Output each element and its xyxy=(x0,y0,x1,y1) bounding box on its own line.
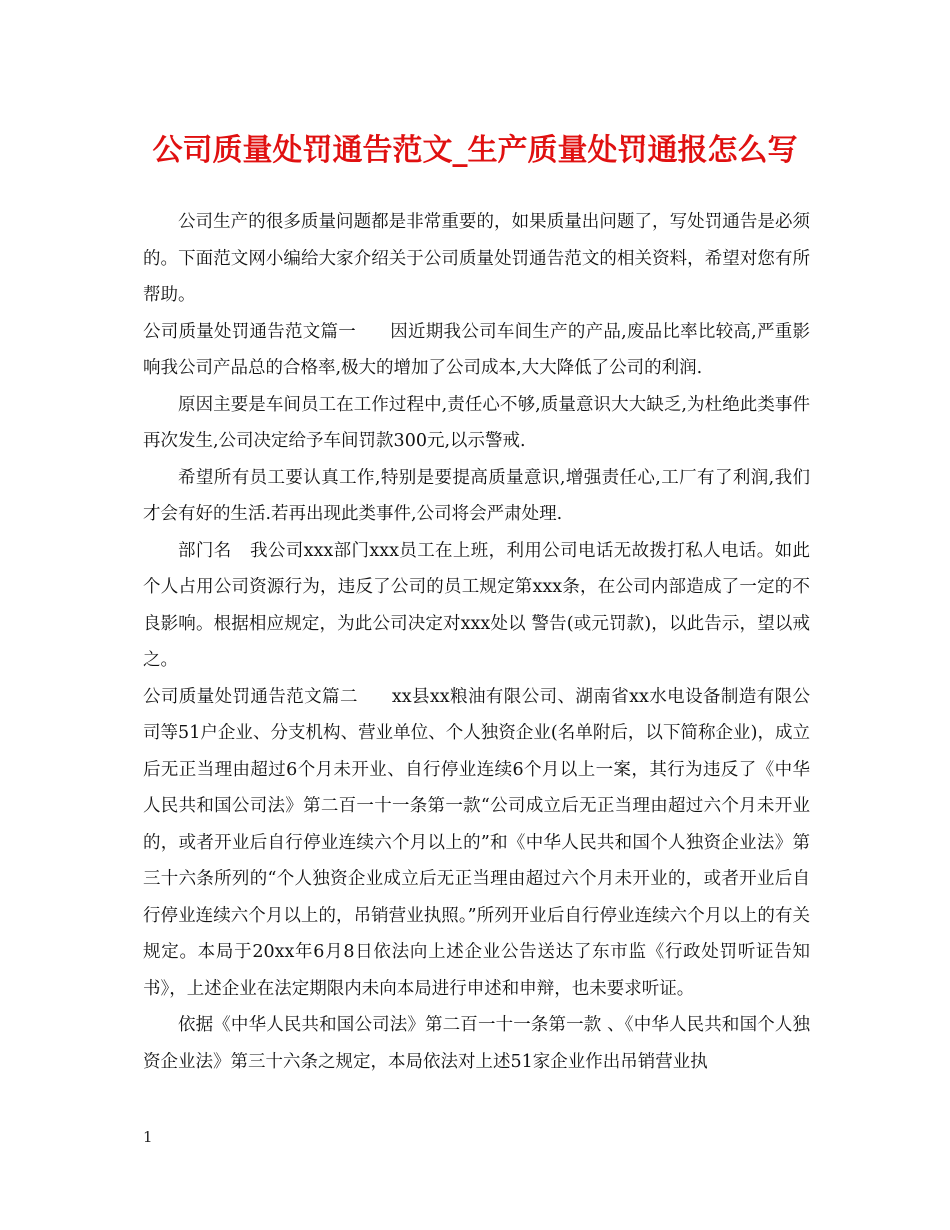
section-one-heading: 公司质量处罚通告范文篇一 xyxy=(143,321,357,342)
section-one-text: 因近期我公司车间生产的产品,废品比率比较高,严重影响我公司产品总的合格率,极大的增加了公司成本,大大降低了公司的利润. xyxy=(143,321,811,378)
reason-paragraph: 原因主要是车间员工在工作过程中,责任心不够,质量意识大大缺乏,为杜绝此类事件再次发生,公司决定给予车间罚款300元,以示警戒. xyxy=(143,394,810,451)
intro-paragraph: 公司生产的很多质量问题都是非常重要的，如果质量出问题了，写处罚通告是必须的。下面范文网小编给大家介绍关于公司质量处罚通告范文的相关资料，希望对您有所帮助。 xyxy=(143,212,810,305)
department-text: 我公司xxx部门xxx员工在上班，利用公司电话无故拨打私人电话。如此个人占用公司资源行为，违反了公司的员工规定第xxx条，在公司内部造成了一定的不良影响。根据相应规定，为此公司决定对xxx处以 警告(或元罚款)，以此告示，望以戒之。 xyxy=(143,540,811,670)
hope-paragraph: 希望所有员工要认真工作,特别是要提高质量意识,增强责任心,工厂有了利润,我们才会有好的生活.若再出现此类事件,公司将会严肃处理. xyxy=(143,467,810,524)
basis-paragraph: 依据《中华人民共和国公司法》第二百一十一条第一款 、《中华人民共和国个人独资企业法》第三十六条之规定，本局依法对上述51家企业作出吊销营业执 xyxy=(143,1015,810,1072)
section-two-text: xx县xx粮油有限公司、湖南省xx水电设备制造有限公司等51户企业、分支机构、营业单位、个人独资企业(名单附后，以下简称企业)，成立后无正当理由超过6个月未开业、自行停业连续6个月以上一案，其行为违反了《中华人民共和国公司法》第二百一十一条第一款“公司成立后无正当理由超过六个月未开业的，或者开业后自行停业连续六个月以上的”和《中华人民共和国个人独资企业法》第三十六条所列的“个人独资企业成立后无正当理由超过六个月未开业的，或者开业后自行停业连续六个月以上的，吊销营业执照。”所列开业后自行停业连续六个月以上的有关规定。本局于20xx年6月8日依法向上述企业公告送达了东市监《行政处罚听证告知书》，上述企业在法定期限内未向本局进行申述和申辩，也未要求听证。 xyxy=(143,686,811,999)
department-label: 部门名 xyxy=(178,540,232,561)
department-paragraph xyxy=(143,533,810,679)
section-two-paragraph xyxy=(143,679,810,1008)
document-body xyxy=(143,204,810,1080)
page-number: 1 xyxy=(143,1128,153,1146)
section-one-paragraph xyxy=(143,314,810,387)
section-two-heading: 公司质量处罚通告范文篇二 xyxy=(143,686,358,707)
page-title: 公司质量处罚通告范文_生产质量处罚通报怎么写 xyxy=(152,133,798,168)
